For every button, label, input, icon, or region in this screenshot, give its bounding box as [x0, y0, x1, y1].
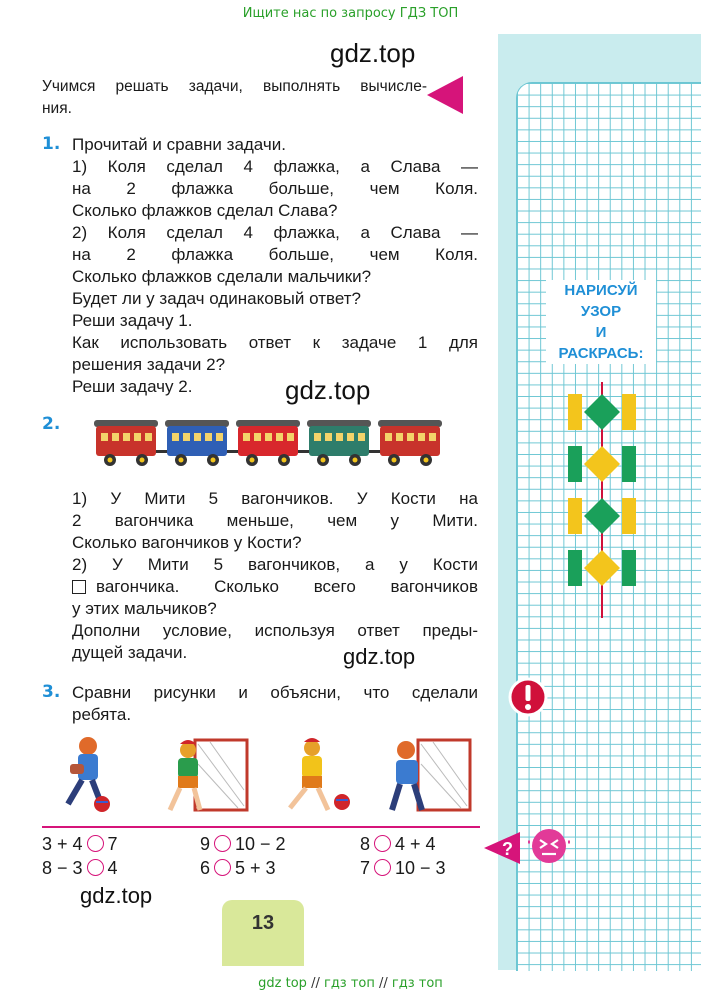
compare-circle[interactable]	[87, 835, 104, 852]
task1-text	[72, 134, 478, 398]
compare-circle[interactable]	[374, 835, 391, 852]
task2-line: вагончика. Сколько всего вагончиков	[96, 577, 478, 596]
pattern-unit	[568, 498, 636, 534]
comparison-exercises	[42, 834, 482, 882]
compare-circle[interactable]	[87, 859, 104, 876]
compare-circle[interactable]	[214, 859, 231, 876]
girl-goalkeeper-figure	[170, 740, 247, 810]
task1-line: Реши задачу 1.	[72, 311, 193, 330]
svg-text:?: ?	[502, 839, 513, 859]
comparison-item: 3 + 4 7	[42, 834, 118, 854]
side-label-line: РАСКРАСЬ:	[558, 345, 644, 362]
footer-link[interactable]: гдз топ	[323, 976, 375, 991]
question-marker-icon	[482, 828, 522, 868]
wagon	[165, 420, 238, 466]
task2-line: 1) У Мити 5 вагончиков. У Кости на	[72, 489, 478, 508]
pattern-unit	[568, 446, 636, 482]
wagon	[94, 420, 167, 466]
task1-line: Реши задачу 2.	[72, 377, 193, 396]
compare-circle[interactable]	[214, 835, 231, 852]
watermark: gdz.top	[330, 38, 416, 68]
wagon	[236, 420, 309, 466]
intro-line: ния.	[42, 100, 72, 117]
task1-line: решения задачи 2?	[72, 355, 226, 374]
task1-line: Будет ли у задач одинаковый ответ?	[72, 289, 361, 308]
pattern-drawing	[566, 382, 638, 618]
footer-links	[0, 976, 701, 991]
footer-link[interactable]: gdz top	[258, 976, 307, 991]
footer-link[interactable]: гдз топ	[391, 976, 443, 991]
comparison-row	[42, 858, 482, 882]
task2-line: Дополни условие, используя ответ преды-	[72, 621, 478, 640]
comparison-item: 8 − 3 4	[42, 858, 118, 878]
task3-text	[72, 682, 478, 726]
task2-text	[72, 488, 478, 664]
task2-line: Сколько вагончиков у Кости?	[72, 533, 302, 552]
comparison-item: 9 10 − 2	[200, 834, 286, 854]
task2-line-with-box	[72, 576, 478, 598]
intro-line: Учимся решать задачи, выполнять вычисле-	[42, 78, 427, 95]
blank-box-icon	[72, 580, 86, 594]
task2-line: дущей задачи.	[72, 643, 188, 662]
comparison-item: 8 4 + 4	[360, 834, 436, 854]
boy-with-ball-figure	[68, 737, 110, 812]
compare-circle[interactable]	[374, 859, 391, 876]
divider-line	[42, 826, 480, 828]
task-number: 2.	[42, 414, 61, 434]
watermark: gdz.top	[285, 375, 371, 405]
pink-triangle-marker	[425, 74, 465, 116]
task2-line: 2 вагончика меньше, чем у Мити.	[72, 511, 478, 530]
girl-with-ball-figure	[290, 738, 350, 810]
side-task-label	[546, 280, 656, 364]
side-label-line: И	[595, 324, 607, 341]
exclamation-icon	[508, 677, 548, 717]
task-number: 1.	[42, 134, 61, 154]
watermark: gdz.top	[343, 644, 416, 669]
football-illustration	[40, 734, 480, 820]
task1-line: на 2 флажка больше, чем Коля.	[72, 245, 478, 264]
wagon	[378, 420, 442, 466]
task3-line: ребята.	[72, 705, 132, 724]
side-label-line: УЗОР	[580, 303, 622, 320]
task1-line: на 2 флажка больше, чем Коля.	[72, 179, 478, 198]
pattern-unit	[568, 394, 636, 430]
page-number: 13	[222, 900, 304, 966]
task3-line: Сравни рисунки и объясни, что сделали	[72, 683, 478, 702]
side-label-line: НАРИСУЙ	[564, 282, 638, 299]
footer-separator: //	[379, 976, 388, 991]
comparison-item: 7 10 − 3	[360, 858, 446, 878]
train-wagons-illustration	[92, 416, 482, 472]
task2-line: у этих мальчиков?	[72, 599, 217, 618]
task1-line: Сколько флажков сделал Слава?	[72, 201, 338, 220]
wagon	[307, 420, 380, 466]
comparison-row	[42, 834, 482, 858]
task1-line: 2) Коля сделал 4 флажка, а Слава —	[72, 223, 478, 242]
watermark: gdz.top	[80, 883, 153, 908]
footer-separator: //	[311, 976, 320, 991]
boy-goalkeeper-figure	[392, 740, 470, 810]
task1-line: 1) Коля сделал 4 флажка, а Слава —	[72, 157, 478, 176]
promo-banner[interactable]: Ищите нас по запросу ГДЗ ТОП	[242, 6, 459, 21]
comparison-item: 6 5 + 3	[200, 858, 276, 878]
thinking-face-icon	[527, 826, 571, 866]
lesson-intro	[42, 76, 427, 120]
task1-line: Сколько флажков сделали мальчики?	[72, 267, 372, 286]
task1-line: Как использовать ответ к задаче 1 для	[72, 333, 478, 352]
task2-line: 2) У Мити 5 вагончиков, а у Кости	[72, 555, 478, 574]
pattern-unit	[568, 550, 636, 586]
task1-line: Прочитай и сравни задачи.	[72, 135, 286, 154]
task-number: 3.	[42, 682, 61, 702]
